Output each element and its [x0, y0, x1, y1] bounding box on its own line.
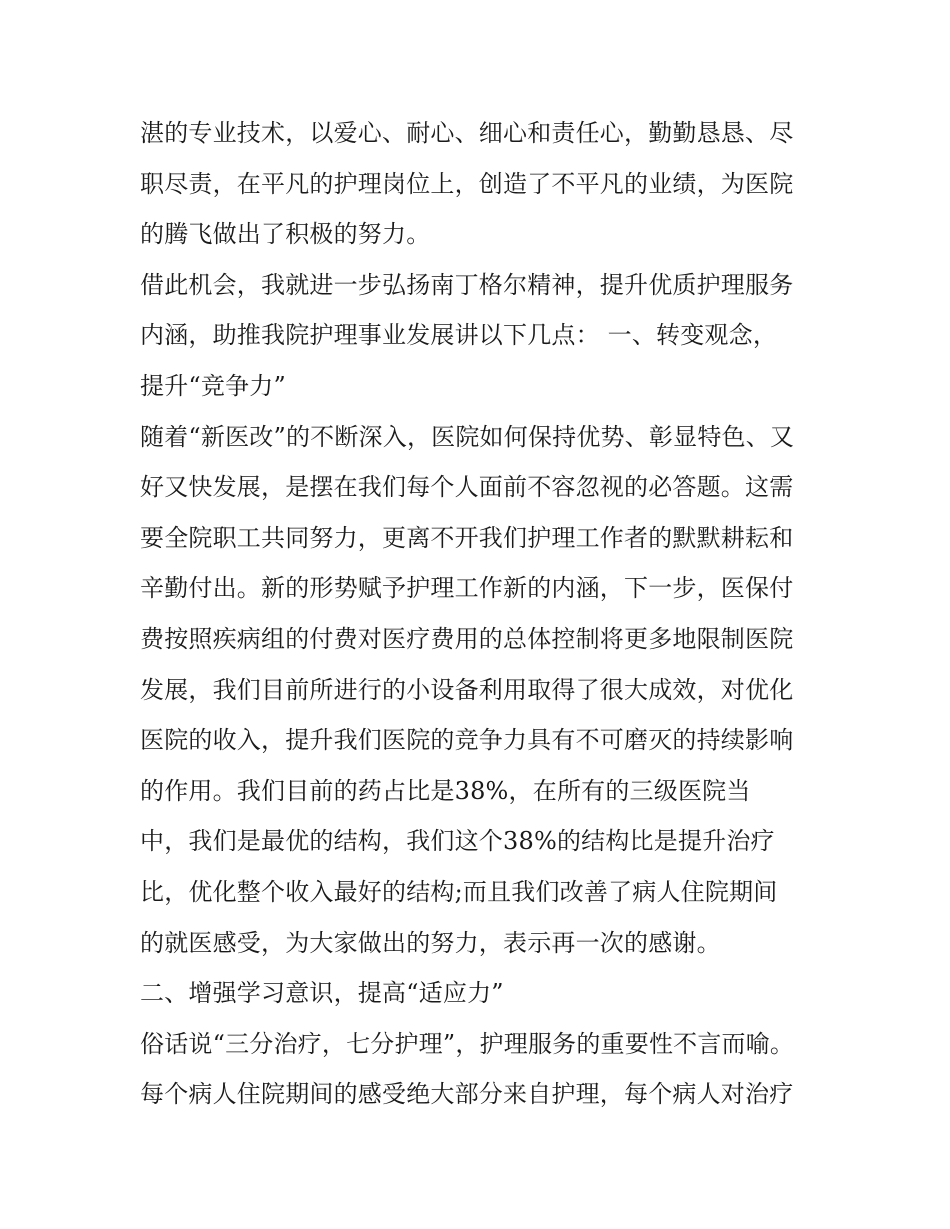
- text-line: 内涵，助推我院护理事业发展讲以下几点： 一、转变观念，: [140, 321, 778, 350]
- text-line: 职尽责，在平凡的护理岗位上，创造了不平凡的业绩，为医院: [140, 169, 794, 198]
- text-line: 好又快发展，是摆在我们每个人面前不容忽视的必答题。这需: [140, 473, 794, 502]
- text-line: 每个病人住院期间的感受绝大部分来自护理，每个病人对治疗: [140, 1080, 794, 1109]
- text-line: 要全院职工共同努力，更离不开我们护理工作者的默默耕耘和: [140, 523, 794, 552]
- text-line: 湛的专业技术，以爱心、耐心、细心和责任心，勤勤恳恳、尽: [140, 119, 794, 147]
- text-line: 的就医感受，为大家做出的努力，表示再一次的感谢。: [140, 928, 721, 957]
- text-line: 俗话说“三分治疗，七分护理”，护理服务的重要性不言而喻。: [140, 1029, 795, 1058]
- section-heading-2: 二、增强学习意识，提高“适应力”: [140, 979, 504, 1008]
- section-heading-1: 提升“竞争力”: [140, 371, 286, 400]
- text-line: 比，优化整个收入最好的结构;而且我们改善了病人住院期间: [140, 877, 778, 906]
- text-line: 的腾飞做出了积极的努力。: [140, 220, 431, 249]
- text-line: 借此机会，我就进一步弘扬南丁格尔精神，提升优质护理服务: [140, 270, 794, 299]
- text-line: 费按照疾病组的付费对医疗费用的总体控制将更多地限制医院: [140, 624, 794, 653]
- document-body: [140, 108, 820, 1120]
- text-line: 随着“新医改”的不断深入，医院如何保持优势、彰显特色、又: [140, 422, 795, 451]
- text-line: 医院的收入，提升我们医院的竞争力具有不可磨灭的持续影响: [140, 726, 794, 755]
- text-line: 发展，我们目前所进行的小设备利用取得了很大成效，对优化: [140, 675, 794, 704]
- text-line: 辛勤付出。新的形势赋予护理工作新的内涵，下一步，医保付: [140, 574, 794, 603]
- text-line: 的作用。我们目前的药占比是38%，在所有的三级医院当: [140, 776, 751, 805]
- text-line: 中，我们是最优的结构，我们这个38%的结构比是提升治疗: [140, 827, 775, 856]
